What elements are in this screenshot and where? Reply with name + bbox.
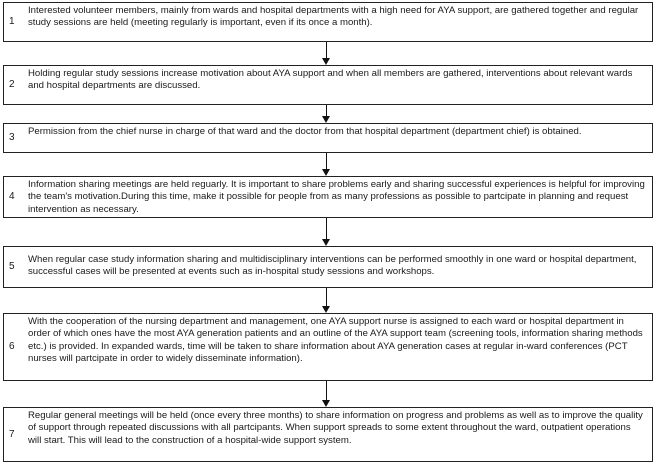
- step-text: When regular case study information sharing and multidisciplinary interventions can be performed smoothly in one ward or hospital department, successful cases will be presented at events such as in-hospital study sessions and workshops.: [28, 254, 637, 278]
- flow-arrow: [322, 381, 331, 407]
- step-box-2: [3, 65, 653, 105]
- step-number: 6: [9, 341, 15, 352]
- step-text: Interested volunteer members, mainly from wards and hospital departments with a high need for AYA support, are gathered together and regular study sessions are held (meeting regularly is important, even if its once a month).: [28, 5, 639, 29]
- step-box-3: [3, 123, 653, 153]
- step-box-1: [3, 2, 653, 42]
- flow-arrow: [322, 42, 331, 65]
- step-number: 4: [9, 191, 15, 202]
- flow-arrow: [322, 153, 331, 176]
- step-number: 3: [9, 132, 15, 143]
- step-box-4: [3, 176, 653, 218]
- flow-arrow: [322, 288, 331, 313]
- step-number: 5: [9, 261, 15, 272]
- step-box-7: [3, 407, 653, 462]
- step-box-5: [3, 246, 653, 288]
- step-number: 2: [9, 79, 15, 90]
- step-number: 1: [9, 16, 15, 27]
- step-box-6: [3, 313, 653, 381]
- step-text: Information sharing meetings are held reguarly. It is important to share problems early and sharing successful experiences is helpful for improving the team's motivation.During this time, make it possible for people from as many professions as possible to partcipate in planning and request intervention as necessary.: [28, 179, 645, 215]
- flow-arrow: [322, 105, 331, 123]
- step-text: Holding regular study sessions increase motivation about AYA support and when all members are gathered, interventions about relevant wards and hospital departments are discussed.: [28, 68, 633, 92]
- step-text: Regular general meetings will be held (once every three months) to share information on progress and problems as well as to improve the quality of support through repeated discussions with all partcipants. When support spreads to some extent throughout the ward, outpatient operations will start. This will lead to the construction of a hospital-wide support system.: [28, 410, 643, 446]
- step-number: 7: [9, 428, 15, 440]
- step-text: Permission from the chief nurse in charge of that ward and the doctor from that hospital department (department chief) is obtained.: [28, 126, 582, 137]
- step-text: With the cooperation of the nursing department and management, one AYA support nurse is assigned to each ward or hospital department in order of which ones have the most AYA generation patients and an outline of the AYA support team (screening tools, information sharing methods etc.) is provided. In expanded wards, time will be taken to share information about AYA generation cases at regular in-ward conferences (PCT nurses will partcipate in order to widely disseminate information).: [28, 316, 643, 365]
- flow-arrow: [322, 218, 331, 246]
